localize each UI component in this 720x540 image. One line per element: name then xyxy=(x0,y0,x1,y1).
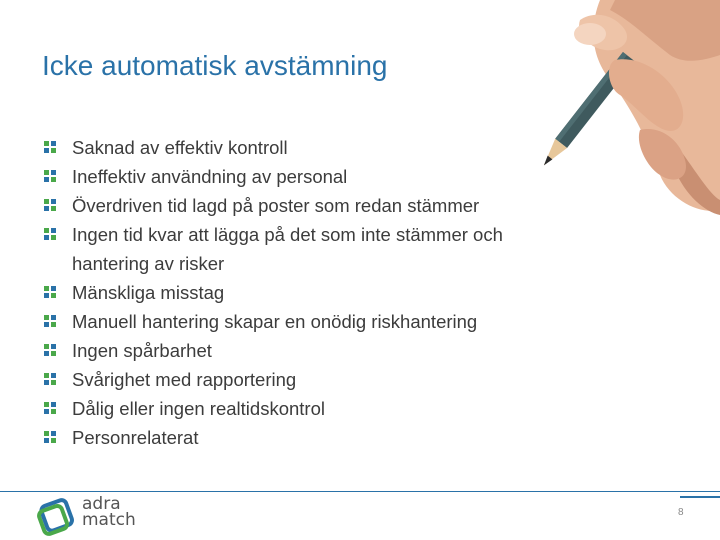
four-square-bullet-icon xyxy=(44,344,56,356)
logo-wordmark xyxy=(82,496,136,528)
bullet-text: Saknad av effektiv kontroll xyxy=(72,137,288,158)
bullet-item xyxy=(44,162,564,191)
bullet-text: Ingen tid kvar att lägga på det som inte stämmer och hantering av risker xyxy=(72,224,503,274)
logo-line-match: match xyxy=(82,510,136,530)
bullet-item xyxy=(44,133,564,162)
bullet-text: Ineffektiv användning av personal xyxy=(72,166,348,187)
bullet-text: Dålig eller ingen realtidskontrol xyxy=(72,398,325,419)
bullet-text: Ingen spårbarhet xyxy=(72,340,212,361)
bullet-item xyxy=(44,365,564,394)
four-square-bullet-icon xyxy=(44,141,56,153)
bullet-item xyxy=(44,278,564,307)
four-square-bullet-icon xyxy=(44,170,56,182)
bullet-text: Personrelaterat xyxy=(72,427,199,448)
four-square-bullet-icon xyxy=(44,431,56,443)
footer-divider xyxy=(0,491,720,492)
bullet-item xyxy=(44,336,564,365)
four-square-bullet-icon xyxy=(44,315,56,327)
bullet-item xyxy=(44,220,564,278)
four-square-bullet-icon xyxy=(44,373,56,385)
footer-accent-bar xyxy=(680,496,720,498)
bullet-text: Mänskliga misstag xyxy=(72,282,225,303)
four-square-bullet-icon xyxy=(44,402,56,414)
bullet-item xyxy=(44,394,564,423)
bullet-text: Manuell hantering skapar en onödig riskhantering xyxy=(72,311,478,332)
logo-line-adra: adra xyxy=(82,494,121,514)
bullet-text: Svårighet med rapportering xyxy=(72,369,297,390)
bullet-text: Överdriven tid lagd på poster som redan stämmer xyxy=(72,195,480,216)
page-number: 8 xyxy=(678,507,684,518)
four-square-bullet-icon xyxy=(44,199,56,211)
bullet-item xyxy=(44,307,564,336)
bullet-item xyxy=(44,191,564,220)
four-square-bullet-icon xyxy=(44,286,56,298)
four-square-bullet-icon xyxy=(44,228,56,240)
bullet-item xyxy=(44,423,564,452)
slide-title: Icke automatisk avstämning xyxy=(42,50,388,81)
bullet-list xyxy=(44,133,564,452)
